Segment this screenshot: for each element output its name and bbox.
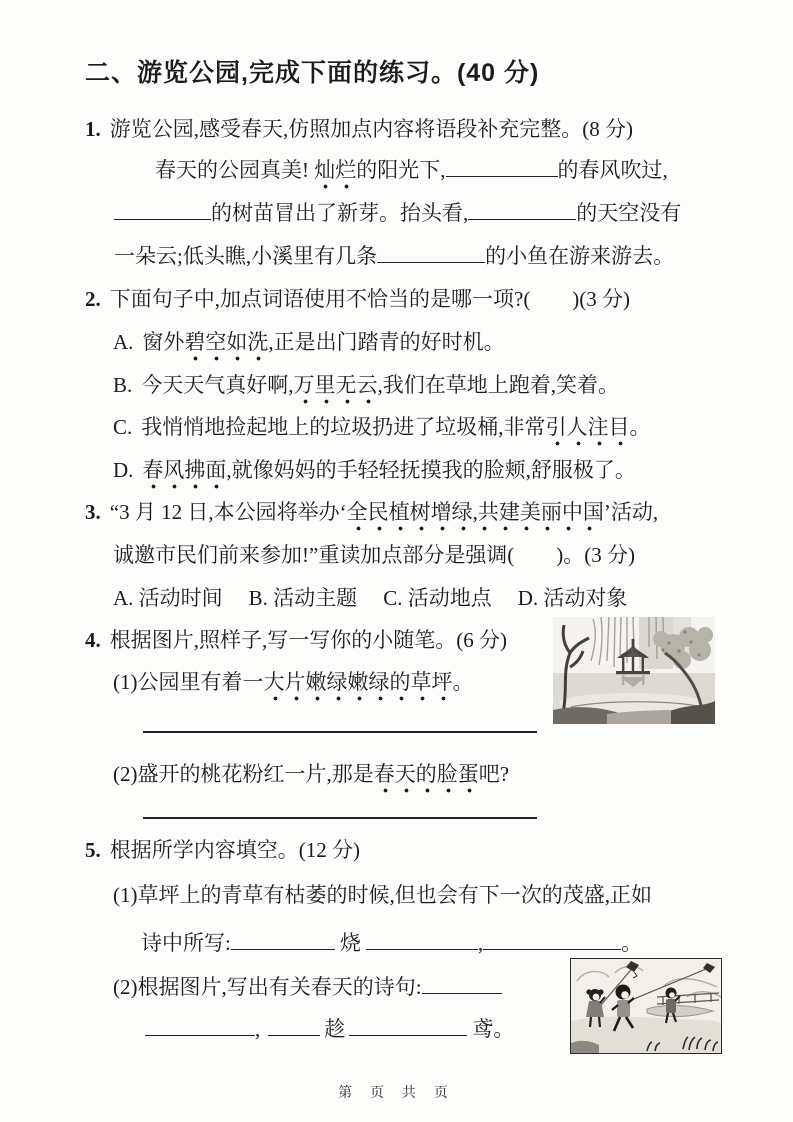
answer-write-line (143, 817, 537, 819)
answer-blank (145, 1014, 255, 1036)
q1-p3-text-b: 的小鱼在游来游去。 (485, 244, 675, 268)
q2-option-a-pre: 窗外 (142, 330, 185, 354)
q3-l1-emphasized: 全民植树增绿,共建美丽中国 (347, 500, 604, 531)
q1-p1-text-a: 春天的公园真美! (155, 158, 309, 182)
q4-s2-post: 吧? (478, 762, 510, 786)
answer-blank (483, 928, 621, 950)
q5-sub2-line2 (145, 1008, 514, 1051)
q1-number: 1. (85, 117, 101, 141)
q3-l1-pre: “3 月 12 日,本公园将举办‘ (109, 500, 347, 524)
q4-s2-emphasized: 春天的脸蛋 (374, 762, 479, 793)
q1-p1-text-c: 的春风吹过, (557, 158, 668, 182)
answer-blank (114, 198, 211, 220)
q1-p3-text-a: 一朵云;低头瞧,小溪里有几条 (114, 244, 378, 268)
q2-option-c-post: 。 (629, 415, 651, 439)
q2-option-d (113, 449, 636, 492)
q5-sub1-line2 (141, 922, 642, 965)
q2-option-c (113, 406, 651, 449)
q2-number: 2. (85, 287, 101, 311)
park-scene-image (553, 617, 715, 724)
q5-s2-label: (2)根据图片,写出有关春天的诗句: (113, 975, 422, 999)
q3-number: 3. (85, 500, 101, 524)
q1-paragraph-line1 (155, 149, 668, 192)
answer-blank (468, 198, 576, 220)
q5-sub1-line1: (1)草坪上的青草有枯萎的时候,但也会有下一次的茂盛,正如 (113, 883, 652, 907)
q2-option-c-emphasized: 引人注目 (546, 415, 630, 446)
q4-s1-post: 。 (452, 670, 474, 694)
q4-s2-pre: (2)盛开的桃花粉红一片,那是 (113, 762, 374, 786)
q5-s1-period: 。 (621, 931, 643, 955)
page-footer: 第 页 共 页 (338, 1084, 455, 1100)
q3-options-row (113, 577, 627, 620)
q1-p2-text-a: 的树苗冒出了新芽。抬头看, (211, 201, 469, 225)
q3-l1-post: ’活动, (603, 500, 659, 524)
q3-option-c: C. 活动地点 (383, 586, 492, 610)
q2-option-a-post: ,正是出门踏青的好时机。 (268, 330, 505, 354)
q4-sub1 (113, 661, 474, 704)
q2-option-b-pre: 今天天气真好啊, (141, 373, 294, 397)
question-2-stem (85, 278, 630, 321)
q4-sub2 (113, 753, 509, 796)
q5-s1-shao: 烧 (339, 931, 361, 955)
question-5-stem (85, 829, 360, 872)
q3-option-b: B. 活动主题 (248, 586, 358, 610)
q2-option-b-label: B. (113, 373, 133, 397)
q5-s2-chen: 趁 (324, 1017, 346, 1041)
answer-blank (366, 928, 478, 950)
q2-option-b (113, 364, 619, 407)
q2-option-a-emphasized: 碧空如洗 (184, 330, 268, 361)
answer-blank (268, 1014, 320, 1036)
q1-stem-text: 游览公园,感受春天,仿照加点内容将语段补充完整。(8 分) (109, 117, 633, 141)
q5-s2-end: 鸢。 (472, 1017, 515, 1041)
q2-option-b-emphasized: 万里无云 (294, 373, 378, 404)
answer-blank (349, 1014, 467, 1036)
q1-p2-text-b: 的天空没有 (576, 201, 682, 225)
question-3-stem-line1 (85, 491, 658, 534)
q5-number: 5. (85, 838, 101, 862)
q1-p1-text-b: 的阳光下, (356, 158, 446, 182)
q4-s1-emphasized: 大片嫩绿嫩绿的草坪 (264, 670, 453, 701)
q2-stem-text: 下面句子中,加点词语使用不恰当的是哪一项?( )(3 分) (109, 287, 631, 311)
question-3-stem-line2: 诚邀市民们前来参加!”重读加点部分是强调( )。(3 分) (113, 543, 636, 567)
section-title: 二、游览公园,完成下面的练习。(40 分) (85, 59, 540, 87)
q2-option-b-post: ,我们在草地上跑着,笑着。 (377, 373, 620, 397)
q1-p1-emphasized: 灿烂 (314, 158, 356, 189)
answer-blank (231, 928, 335, 950)
q1-paragraph-line3 (114, 235, 674, 278)
q5-s2-comma: , (255, 1017, 261, 1041)
q3-option-a: A. 活动时间 (113, 586, 223, 610)
q4-s1-pre: (1)公园里有着一 (113, 670, 264, 694)
q5-stem-text: 根据所学内容填空。(12 分) (109, 838, 360, 862)
q2-option-c-pre: 我悄悄地捡起地上的垃圾扔进了垃圾桶,非常 (141, 415, 546, 439)
q5-s1-label: 诗中所写: (141, 931, 231, 955)
answer-blank (377, 241, 485, 263)
q2-option-d-label: D. (113, 458, 134, 482)
question-4-stem (85, 619, 507, 662)
q2-option-c-label: C. (113, 415, 133, 439)
q2-option-a-label: A. (113, 330, 134, 354)
kite-flying-image (570, 958, 722, 1054)
q4-stem-text: 根据图片,照样子,写一写你的小随笔。(6 分) (109, 628, 507, 652)
question-1-stem (85, 108, 633, 151)
answer-blank (422, 972, 502, 994)
q2-option-d-emphasized: 春风拂面 (142, 458, 226, 489)
q2-option-a (113, 321, 505, 364)
q5-s1-comma: , (477, 931, 484, 955)
answer-blank (446, 155, 558, 177)
q1-paragraph-line2 (114, 192, 681, 235)
q2-option-d-post: ,就像妈妈的手轻轻抚摸我的脸颊,舒服极了。 (226, 458, 636, 482)
answer-write-line (143, 731, 537, 733)
q4-number: 4. (85, 628, 101, 652)
q3-option-d: D. 活动对象 (517, 586, 628, 610)
q5-sub2-line1 (113, 966, 502, 1009)
